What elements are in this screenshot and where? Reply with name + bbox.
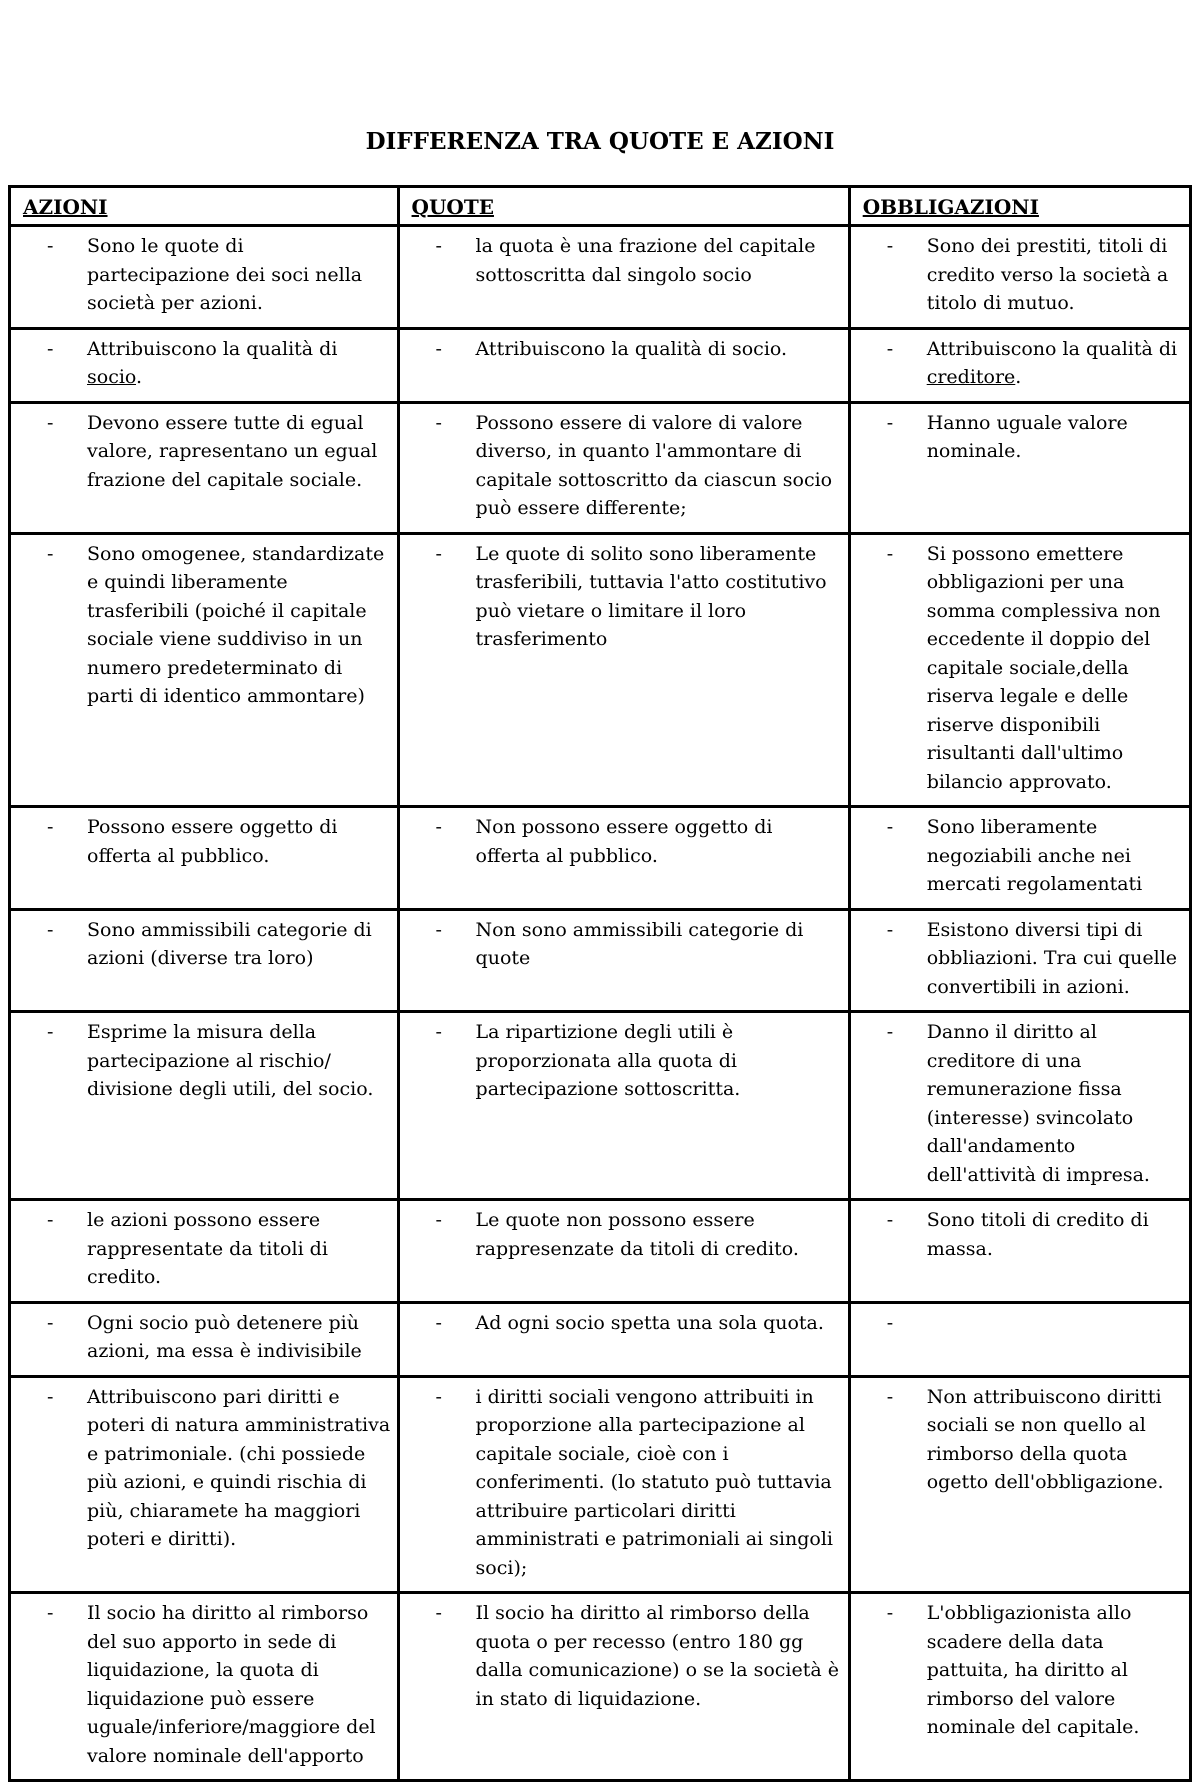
cell-quote-1 — [398, 226, 849, 329]
cell-obbligazioni-8 — [849, 1200, 1190, 1303]
cell-quote-5 — [398, 807, 849, 910]
cell-quote-9 — [398, 1302, 849, 1376]
cell-azioni-11 — [10, 1593, 399, 1781]
cell-text: Attribuiscono la qualità di creditore. — [926, 337, 1178, 388]
table-row — [10, 1593, 1191, 1781]
table-row — [10, 909, 1191, 1012]
cell-text: Hanno uguale valore nominale. — [926, 411, 1128, 462]
cell-text: Le quote di solito sono liberamente trasferibili, tuttavia l'atto costitutivo può vietare o limitare il loro trasferimento — [475, 542, 827, 650]
bullet-dash: - — [435, 918, 442, 941]
bullet-dash: - — [886, 1021, 894, 1043]
cell-text — [927, 1309, 1185, 1338]
table-row — [10, 1302, 1191, 1376]
cell-text: i diritti sociali vengono attribuiti in proporzione alla partecipazione al capitale sociale, cioè con i conferimenti. (lo statuto può tuttavia attribuire particolari diritti amministrati e patrimoniali ai singoli soci); — [475, 1385, 833, 1579]
cell-quote-7 — [398, 1012, 849, 1200]
table-row — [10, 226, 1191, 329]
cell-azioni-10 — [10, 1376, 399, 1593]
bullet-dash: - — [47, 1311, 54, 1334]
cell-text: Non attribuiscono diritti sociali se non quello al rimborso della quota ogetto dell'obbligazione. — [926, 1385, 1164, 1493]
cell-text: Sono dei prestiti, titoli di credito verso la società a titolo di mutuo. — [926, 235, 1169, 314]
table-row — [10, 1376, 1191, 1593]
cell-obbligazioni-1 — [849, 226, 1190, 329]
cell-text: L'obbligazionista allo scadere della data pattuita, ha diritto al rimborso del valore nominale del capitale. — [926, 1602, 1140, 1738]
table-row — [10, 402, 1191, 533]
cell-azioni-2 — [10, 328, 399, 402]
cell-text: Sono omogenee, standardizate e quindi liberamente trasferibili (poiché il capitale sociale viene suddiviso in un numero predeterminato di parti di identico ammontare) — [87, 542, 385, 707]
column-header-azioni: AZIONI — [10, 187, 399, 226]
bullet-dash: - — [47, 816, 54, 838]
bullet-dash: - — [886, 1311, 894, 1334]
cell-text: Possono essere di valore di valore diverso, in quanto l'ammontare di capitale sottoscritto da ciascun socio può essere differente; — [475, 411, 833, 519]
cell-azioni-4 — [10, 533, 399, 807]
column-header-quote: QUOTE — [398, 187, 849, 226]
bullet-dash: - — [886, 1602, 894, 1624]
page-title: DIFFERENZA TRA QUOTE E AZIONI — [365, 128, 835, 155]
bullet-dash: - — [886, 1385, 894, 1408]
bullet-dash: - — [47, 1385, 54, 1408]
cell-quote-4 — [398, 533, 849, 807]
bullet-dash: - — [435, 1602, 442, 1624]
bullet-dash: - — [435, 1209, 442, 1231]
bullet-dash: - — [435, 337, 442, 360]
cell-text: Sono liberamente negoziabili anche nei mercati regolamentati — [926, 816, 1143, 895]
cell-obbligazioni-6 — [849, 909, 1190, 1012]
cell-azioni-3 — [10, 402, 399, 533]
cell-text: Attribuiscono pari diritti e poteri di natura amministrativa e patrimoniale. (chi possiede più azioni, e quindi rischia di più, chiaramete ha maggiori poteri e diritti). — [87, 1385, 391, 1550]
cell-azioni-5 — [10, 807, 399, 910]
cell-obbligazioni-3 — [849, 402, 1190, 533]
cell-quote-11 — [398, 1593, 849, 1781]
cell-azioni-7 — [10, 1012, 399, 1200]
cell-text: le azioni possono essere rappresentate da titoli di credito. — [87, 1209, 328, 1288]
bullet-dash: - — [435, 411, 442, 434]
cell-obbligazioni-5 — [849, 807, 1190, 910]
cell-azioni-8 — [10, 1200, 399, 1303]
cell-text: Sono titoli di credito di massa. — [926, 1209, 1149, 1260]
bullet-dash: - — [47, 1602, 54, 1624]
bullet-dash: - — [47, 411, 54, 434]
bullet-dash: - — [886, 235, 894, 257]
table-row — [10, 1012, 1191, 1200]
cell-text: Sono le quote di partecipazione dei soci nella società per azioni. — [87, 235, 363, 314]
cell-text: Non possono essere oggetto di offerta al pubblico. — [475, 816, 773, 867]
bullet-dash: - — [435, 1311, 442, 1334]
header-row — [10, 187, 1191, 226]
cell-obbligazioni-9 — [849, 1302, 1190, 1376]
bullet-dash: - — [886, 337, 894, 360]
bullet-dash: - — [47, 1021, 54, 1043]
table-row — [10, 1200, 1191, 1303]
cell-text: Esprime la misura della partecipazione al rischio/ divisione degli utili, del socio. — [87, 1021, 374, 1100]
table-row — [10, 328, 1191, 402]
cell-obbligazioni-4 — [849, 533, 1190, 807]
cell-quote-3 — [398, 402, 849, 533]
cell-obbligazioni-7 — [849, 1012, 1190, 1200]
table-row — [10, 533, 1191, 807]
cell-text: Le quote non possono essere rappresenzate da titoli di credito. — [475, 1209, 799, 1260]
bullet-dash: - — [886, 1209, 894, 1231]
cell-text: Sono ammissibili categorie di azioni (diverse tra loro) — [87, 918, 372, 969]
cell-quote-6 — [398, 909, 849, 1012]
cell-obbligazioni-11 — [849, 1593, 1190, 1781]
bullet-dash: - — [47, 235, 54, 257]
cell-text: Il socio ha diritto al rimborso della quota o per recesso (entro 180 gg dalla comunicazione) o se la società è in stato di liquidazione. — [475, 1602, 839, 1710]
bullet-dash: - — [435, 816, 442, 838]
cell-text: Danno il diritto al creditore di una remunerazione fissa (interesse) svincolato dall'andamento dell'attività di impresa. — [926, 1021, 1150, 1186]
cell-text: La ripartizione degli utili è proporzionata alla quota di partecipazione sottoscritta. — [475, 1021, 741, 1100]
bullet-dash: - — [886, 918, 894, 941]
cell-text: Attribuiscono la qualità di socio. — [87, 337, 338, 388]
cell-text: Ad ogni socio spetta una sola quota. — [475, 1311, 824, 1334]
cell-azioni-9 — [10, 1302, 399, 1376]
cell-text: Non sono ammissibili categorie di quote — [475, 918, 804, 969]
bullet-dash: - — [47, 542, 54, 565]
bullet-dash: - — [47, 1209, 54, 1231]
cell-quote-8 — [398, 1200, 849, 1303]
cell-text: Si possono emettere obbligazioni per una somma complessiva non eccedente il doppio del capitale sociale,della riserva legale e delle riserve disponibili risultanti dall'ultimo bilancio approvato. — [926, 542, 1161, 793]
cell-text: Esistono diversi tipi di obbliazioni. Tra cui quelle convertibili in azioni. — [926, 918, 1178, 998]
cell-text: Attribuiscono la qualità di socio. — [475, 337, 788, 360]
cell-azioni-6 — [10, 909, 399, 1012]
cell-text: Ogni socio può detenere più azioni, ma essa è indivisibile — [87, 1311, 362, 1362]
cell-quote-2 — [398, 328, 849, 402]
cell-text: Devono essere tutte di egual valore, rapresentano un egual frazione del capitale sociale. — [87, 411, 378, 491]
bullet-dash: - — [886, 542, 894, 565]
bullet-dash: - — [47, 337, 54, 360]
bullet-dash: - — [435, 1021, 442, 1043]
cell-quote-10 — [398, 1376, 849, 1593]
bullet-dash: - — [886, 816, 894, 838]
column-header-obbligazioni: OBBLIGAZIONI — [849, 187, 1190, 226]
cell-obbligazioni-2 — [849, 328, 1190, 402]
cell-azioni-1 — [10, 226, 399, 329]
cell-text: la quota è una frazione del capitale sottoscritta dal singolo socio — [475, 235, 816, 286]
bullet-dash: - — [435, 235, 442, 257]
cell-obbligazioni-10 — [849, 1376, 1190, 1593]
bullet-dash: - — [435, 1385, 442, 1408]
cell-text: Il socio ha diritto al rimborso del suo apporto in sede di liquidazione, la quota di liquidazione può essere uguale/inferiore/maggiore del valore nominale dell'apporto — [87, 1602, 376, 1767]
table-row — [10, 807, 1191, 910]
cell-text: Possono essere oggetto di offerta al pubblico. — [87, 816, 338, 867]
bullet-dash: - — [435, 542, 442, 565]
comparison-table — [8, 185, 1192, 1782]
bullet-dash: - — [47, 918, 54, 941]
bullet-dash: - — [886, 411, 894, 434]
